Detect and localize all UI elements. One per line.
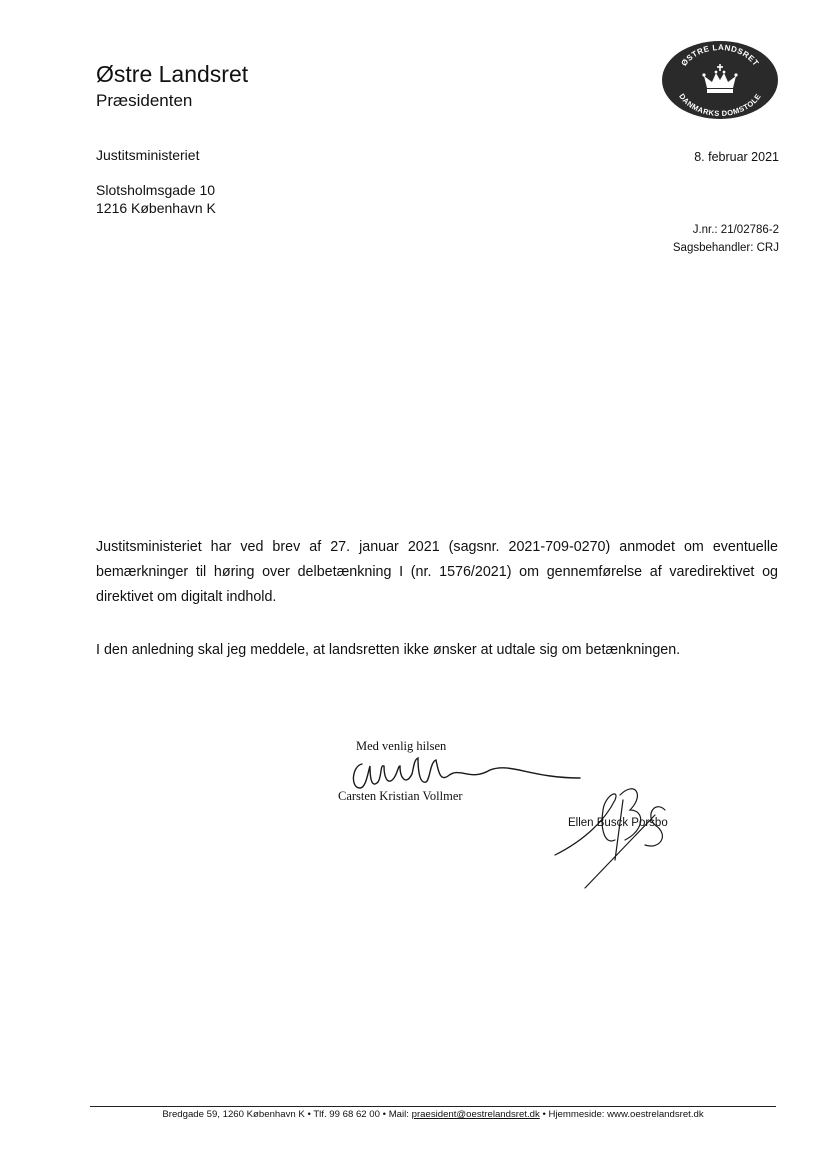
letter-date: 8. februar 2021: [694, 150, 779, 164]
footer-phone: Tlf. 99 68 62 00: [313, 1109, 380, 1120]
footer: [90, 1109, 776, 1121]
seal-text-top: ØSTRE LANDSRET: [679, 42, 761, 68]
court-name: Østre Landsret: [96, 61, 249, 87]
footer-website-link[interactable]: www.oestrelandsret.dk: [607, 1109, 704, 1120]
seal-text-bottom: DANMARKS DOMSTOLE: [677, 91, 763, 119]
footer-address: Bredgade 59, 1260 København K: [162, 1109, 305, 1120]
signer-2-name: Ellen Busck Porsbo: [568, 817, 668, 829]
journal-number: J.nr.: 21/02786-2: [692, 224, 779, 236]
recipient-address-line1: Slotsholmsgade 10: [96, 182, 216, 198]
footer-mail-label: Mail:: [388, 1109, 409, 1120]
footer-separator: •: [542, 1109, 546, 1120]
closing-greeting: Med venlig hilsen: [356, 739, 447, 753]
footer-website-label: Hjemmeside:: [548, 1109, 605, 1120]
footer-separator: •: [382, 1109, 387, 1120]
recipient-name: Justitsministeriet: [96, 147, 200, 163]
case-handler: Sagsbehandler: CRJ: [672, 242, 779, 254]
signer-1-name: Carsten Kristian Vollmer: [338, 789, 463, 803]
recipient-address-line2: 1216 København K: [96, 200, 216, 216]
court-subtitle: Præsidenten: [96, 91, 193, 110]
footer-divider: [90, 1106, 776, 1107]
body-paragraph-2: I den anledning skal jeg meddele, at landsretten ikke ønsker at udtale sig om betænkningen.: [96, 642, 681, 658]
court-seal: [661, 40, 779, 120]
footer-separator: •: [307, 1109, 311, 1120]
body-paragraph-1: Justitsministeriet har ved brev af 27. januar 2021 (sagsnr. 2021-709-0270) anmodet om eventuelle bemærkninger til høring over delbetænkning I (nr. 1576/2021) om gennemførelse af varedirektivet og direktivet om digitalt indhold.: [96, 539, 778, 605]
footer-email-link[interactable]: praesident@oestrelandsret.dk: [411, 1109, 540, 1120]
